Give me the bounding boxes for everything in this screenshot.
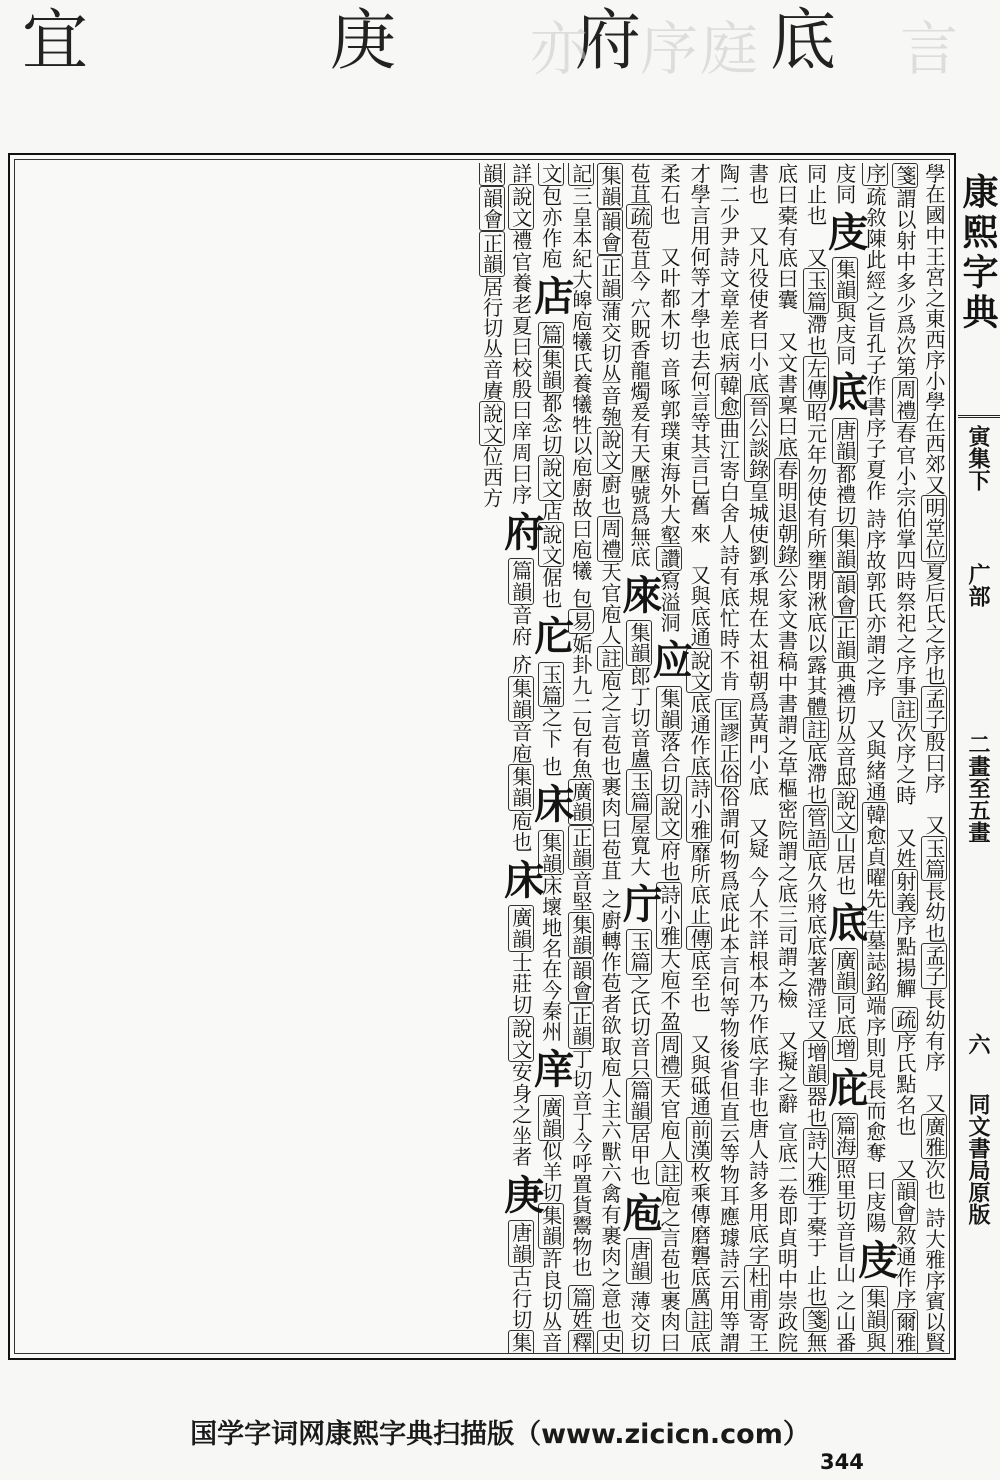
- entry-text: 來 又與底通: [687, 523, 712, 648]
- source-tag: 史記: [568, 163, 622, 1353]
- entry-text: 蒲交切丛音匏: [597, 301, 622, 428]
- entry-text: 底久將底底著滯淫: [803, 851, 828, 1019]
- entry-text: 典禮切丛音邸: [832, 662, 857, 788]
- seal-ghost-1: 亦: [530, 15, 589, 83]
- source-tag: 韻會: [568, 959, 593, 1002]
- entry-text: 天官庖人: [597, 561, 622, 646]
- source-tag: 篇韻: [508, 559, 533, 603]
- entry-text: 落合切: [657, 731, 682, 795]
- entry-text: 床壞地名在今秦州: [538, 875, 563, 1043]
- source-tag: 孟子: [922, 945, 946, 988]
- page-number: 344: [820, 1450, 864, 1474]
- entry-text: 位西方: [479, 446, 504, 509]
- seal-char-3: 府: [575, 2, 641, 79]
- entry-text: 俗謂何物爲底此本言何等物後省但直云等物耳應璩詩云用等謂才學言用何等才學也去何言等其言已舊: [687, 163, 741, 1353]
- headword: 庁: [616, 882, 664, 924]
- source-tag: 玉篇: [922, 837, 946, 880]
- leaf-number: 六: [965, 1033, 991, 1055]
- source-tag: 釋文: [538, 163, 593, 1353]
- source-tag: 詩大雅: [803, 1130, 828, 1193]
- entry-text: 底至也 又與砥通: [687, 950, 712, 1117]
- publisher-label: 同文書局原版: [965, 1093, 991, 1225]
- source-tag: 說文: [657, 796, 682, 839]
- entry-text: 靡所底止: [687, 842, 712, 926]
- radical-label: 广部: [965, 563, 991, 607]
- entry-text: 文章差底病: [716, 267, 741, 373]
- entry-text: 庎: [508, 654, 533, 676]
- entry-text: 底通作底: [687, 693, 712, 777]
- entry-text: 詩序故郭氏亦謂之序 又與緒通: [862, 508, 887, 803]
- source-tag: 韓愈: [716, 374, 741, 417]
- entry-text: 庖之言苞也裹肉曰苞苴: [627, 163, 682, 1353]
- entry-text: 昭元年勿使有所壅閉湫底以露其體: [803, 402, 828, 717]
- entry-text: 苞苴今: [627, 229, 652, 292]
- source-tag: 前漢: [687, 1118, 712, 1161]
- source-tag: 增韻: [803, 1042, 828, 1084]
- margin-column: [958, 153, 998, 1360]
- source-tag: 唐韻: [508, 1222, 533, 1265]
- entry-text: 東海外大壑: [657, 441, 682, 546]
- source-tag: 左傳: [803, 358, 828, 400]
- entry-text: 之廚轉作苞者欲取庖人主六獸六禽有裹肉之意也: [597, 888, 622, 1331]
- entry-text: 有底忙時不肯: [716, 565, 741, 692]
- entry-text: 夏后氏之序也: [922, 561, 946, 687]
- entry-text: 器也: [803, 1086, 828, 1128]
- entry-text: 又: [803, 1019, 828, 1040]
- headword: 庋: [851, 1239, 899, 1280]
- source-tag: 管語: [803, 807, 828, 849]
- entry-text: 今呼: [568, 1132, 593, 1174]
- entry-text: 皇城使劉承規在太祖朝爲黃門小底 又疑: [745, 481, 770, 860]
- entry-text: 三皇本紀大皞庖犧氏養犧牲以庖廚故曰庖犧: [568, 185, 593, 581]
- seal-script-header: [0, 0, 1000, 150]
- entry-text: 滯也: [803, 314, 828, 356]
- entry-text: 寄王陶二少尹詩: [716, 163, 770, 1353]
- source-tag: 正韻: [597, 257, 622, 300]
- source-tag: 匡謬正俗: [716, 700, 741, 785]
- source-tag: 說文: [538, 457, 563, 499]
- entry-text: 長幼也: [922, 881, 946, 944]
- source-tag: 韻會: [832, 573, 857, 616]
- entry-text: 照里切音旨山: [832, 1158, 857, 1284]
- headword: 底: [821, 901, 869, 943]
- seal-char-2: 庚: [330, 2, 396, 79]
- entry-text: 序點揚觶: [892, 915, 917, 1000]
- headword: 府: [497, 511, 545, 552]
- entry-text: 丁切音丁: [568, 1048, 593, 1133]
- entry-text: 殷曰序 又: [922, 731, 946, 836]
- source-tag: 韻會: [892, 1181, 917, 1224]
- source-tag: 疏: [627, 206, 652, 228]
- source-tag: 註: [892, 698, 917, 720]
- seal-char-4: 底: [770, 2, 836, 79]
- source-tag: 讚: [657, 547, 682, 569]
- source-tag: 篇: [568, 1286, 593, 1308]
- source-tag: 廣韻: [832, 950, 857, 993]
- entry-text: 止也 又: [803, 184, 828, 268]
- entry-text: 許良切丛音詳: [508, 163, 563, 1353]
- entry-text: 古行切: [508, 1266, 533, 1331]
- source-tag: 說文: [597, 429, 622, 472]
- entry-text: 禮官養老夏曰校殷曰庠周曰序: [508, 230, 533, 506]
- source-tag: 唐韻: [832, 419, 857, 462]
- entry-text: 長幼有序 又: [922, 989, 946, 1114]
- entry-text: 都禮切: [832, 463, 857, 526]
- source-tag: 集韻: [597, 165, 622, 208]
- entry-text: 姓: [568, 1309, 593, 1331]
- source-tag: 集韻: [832, 259, 857, 301]
- source-tag: 玉篇: [627, 771, 652, 813]
- headword: 庖: [616, 1191, 664, 1233]
- source-tag: 玉篇: [627, 931, 652, 973]
- source-tag: 說文: [508, 1017, 533, 1060]
- source-tag: 集韻: [657, 687, 682, 730]
- entry-text: 庖之言苞也裹肉曰苞苴: [597, 670, 622, 882]
- source-tag: 廣韻: [538, 1096, 563, 1139]
- entry-text: 音庖: [508, 721, 533, 765]
- entry-text: 安身之坐者: [508, 1061, 533, 1168]
- source-tag: 正韻: [832, 619, 857, 661]
- source-tag: 春明退朝錄: [774, 459, 799, 566]
- source-tag: 說文: [687, 649, 712, 692]
- entry-text: 姤卦九二包有魚: [568, 633, 593, 780]
- entry-text: 寫溢洞: [657, 570, 682, 634]
- source-tag: 集韻: [627, 622, 652, 664]
- entry-text: 曲江寄白舍人詩: [716, 418, 741, 566]
- entry-text: 包: [568, 588, 593, 609]
- source-tag: 射義: [892, 871, 917, 914]
- source-tag: 韻會: [479, 187, 504, 230]
- entry-text: 音府: [508, 604, 533, 648]
- source-tag: 易: [568, 610, 593, 632]
- entry-text: 次序之時 又姓: [892, 721, 917, 870]
- entry-text: 都念切: [538, 392, 563, 456]
- source-tag: 杜甫: [745, 1267, 770, 1310]
- entry-text: 居行切丛音賡: [479, 276, 504, 401]
- source-tag: 集韻: [508, 766, 533, 809]
- source-tag: 集韻: [508, 677, 533, 720]
- entry-text: 倨也: [538, 567, 563, 610]
- margin-divider: [958, 415, 1000, 418]
- source-tag: 集韻: [479, 163, 533, 1353]
- source-tag: 傳: [687, 927, 712, 949]
- entry-text: 音堅: [568, 870, 593, 913]
- entry-text: 于橐于: [803, 1195, 828, 1258]
- source-tag: 說文: [508, 186, 533, 229]
- source-tag: 註: [657, 1163, 682, 1185]
- source-tag: 集韻: [538, 831, 563, 874]
- source-tag: 周禮: [892, 379, 917, 422]
- source-tag: 玉篇: [538, 663, 563, 706]
- entry-text: 郎丁切音盧: [627, 665, 652, 770]
- headword: 庠: [527, 1048, 575, 1089]
- source-tag: 廣雅: [922, 1115, 946, 1158]
- source-tag: 說文: [538, 523, 563, 566]
- source-tag: 正韻: [479, 233, 504, 275]
- seal-ghost-4: 言: [900, 15, 959, 83]
- seal-ghost-2: 序: [640, 15, 699, 83]
- entry-text: 穴貺香龍燭爰有天壓號爲無底: [627, 298, 652, 568]
- entry-text: 店: [538, 500, 563, 522]
- entry-text: 音啄: [657, 357, 682, 400]
- entry-text: 詩大雅序賓以賢: [922, 1207, 946, 1353]
- headword: 床: [527, 783, 575, 824]
- entry-text: 廚也: [597, 473, 622, 516]
- entry-text: 與庋同: [832, 302, 857, 366]
- entry-text: 之山: [832, 1290, 857, 1333]
- headword: 店: [527, 275, 575, 316]
- entry-text: 疏敘陳此經之旨: [862, 186, 887, 333]
- entry-text: 今人不詳根本乃作底字非也唐人詩多用底字: [745, 866, 770, 1266]
- source-tag: 玉篇: [803, 270, 828, 312]
- source-tag: 集韻: [538, 1205, 563, 1247]
- scan-caption: 国学字词网康熙字典扫描版（www.zicicn.com）: [190, 1419, 810, 1450]
- source-tag: 篇韻: [627, 1080, 652, 1122]
- entry-text: 薄交切: [627, 1290, 652, 1353]
- entry-text: 公家文書稿中書謂之草樞密院謂之底三司謂之檢 又擬之辭: [774, 567, 799, 1115]
- headword: 床: [497, 858, 545, 900]
- entry-text: 庖也: [508, 810, 533, 853]
- entry-text: 無底曰橐有底曰囊 又文書稟曰底: [774, 163, 828, 1353]
- entry-text: 同底: [832, 994, 857, 1036]
- entry-text: 止也: [803, 1265, 828, 1308]
- entry-text: 天官庖人: [657, 1077, 682, 1162]
- source-tag: 集韻: [568, 914, 593, 956]
- headword: 庋: [821, 210, 869, 252]
- source-tag: 韻會: [597, 211, 622, 254]
- entry-text: 宣底二卷即貞明中崇政院書也 又凡役使者曰小底: [745, 163, 799, 1353]
- entry-text: 學在國中王宮之東西序小學在西郊又: [922, 163, 946, 496]
- dictionary-page-frame: [8, 153, 956, 1360]
- source-tag: 詩小雅: [657, 883, 682, 947]
- source-tag: 註: [687, 1309, 712, 1331]
- entry-text: 與庋同: [832, 163, 887, 1353]
- source-tag: 韓愈貞曜先生墓誌銘: [862, 804, 887, 994]
- entry-text: 之氏切音只: [627, 974, 652, 1079]
- source-tag: 廣韻: [508, 907, 533, 951]
- dictionary-entries: [18, 163, 948, 1353]
- source-tag: 增: [832, 1037, 857, 1059]
- entry-text: 大庖不盈: [657, 948, 682, 1033]
- source-tag: 晉公談錄: [745, 395, 770, 480]
- entry-text: 府也: [657, 840, 682, 882]
- headword: 庚: [497, 1173, 545, 1215]
- entry-text: 底滯也: [803, 742, 828, 805]
- source-tag: 註: [803, 719, 828, 740]
- entry-text: 之下: [538, 707, 563, 750]
- source-tag: 疏: [892, 1008, 917, 1030]
- source-tag: 篇海: [832, 1115, 857, 1157]
- source-tag: 正韻: [568, 826, 593, 869]
- entry-text: 敘通作序: [892, 1225, 917, 1310]
- source-tag: 廣韻: [568, 781, 593, 823]
- entry-text: 番同: [803, 163, 857, 1353]
- entry-text: 也: [538, 756, 563, 778]
- source-tag: 箋: [803, 1309, 828, 1331]
- source-tag: 集韻: [832, 528, 857, 570]
- source-tag: 周禮: [597, 517, 622, 560]
- entry-text: 居甲也: [627, 1123, 652, 1186]
- headword: 庲: [616, 573, 664, 615]
- entry-text: 似羊切: [538, 1140, 563, 1204]
- entry-text: 曰庋陽: [862, 1170, 887, 1234]
- source-tag: 正韻: [568, 1005, 593, 1047]
- source-tag: 爾雅序: [862, 163, 917, 1353]
- stroke-range-label: 二畫至五畫: [965, 733, 991, 843]
- source-tag: 周禮: [657, 1034, 682, 1076]
- entry-text: 包亦作庖: [538, 185, 563, 270]
- entry-text: 士莊切: [508, 952, 533, 1016]
- source-tag: 明堂位: [922, 497, 946, 560]
- headword: 庀: [527, 615, 575, 656]
- entry-text: 序氏點名也 又: [892, 1031, 917, 1180]
- source-tag: 註: [597, 647, 622, 669]
- headword: 应: [646, 639, 694, 680]
- entry-text: 底柔石也 又叶都木切: [657, 163, 712, 1353]
- entry-text: 次也: [922, 1159, 946, 1201]
- source-tag: 詩小雅: [687, 778, 712, 841]
- headword: 庇: [821, 1066, 869, 1107]
- source-tag: 篇: [538, 323, 563, 345]
- collection-label: 寅集下: [965, 425, 991, 491]
- entry-text: 置貨鬻物也: [568, 1173, 593, 1278]
- source-tag: 箋: [892, 165, 917, 187]
- source-tag: 集韻: [538, 348, 563, 391]
- seal-char-1: 宜: [22, 2, 88, 79]
- entry-text: 謂以射中多少爲次第: [892, 188, 917, 378]
- source-tag: 說文: [832, 789, 857, 832]
- entry-text: 枚乘傳磨礱底厲: [687, 1162, 712, 1308]
- entry-text: 孔子作書序子夏作: [862, 333, 887, 501]
- entry-text: 屋寬大: [627, 814, 652, 877]
- source-tag: 說文: [479, 402, 504, 445]
- source-tag: 集韻: [862, 1287, 887, 1331]
- entry-text: 郭璞: [657, 399, 682, 442]
- source-tag: 孟子: [922, 688, 946, 730]
- entry-text: 春官小宗伯掌四時祭祀之序事: [892, 423, 917, 697]
- seal-ghost-3: 庭: [700, 15, 759, 83]
- book-title: 康熙字典: [957, 173, 999, 333]
- entry-text: 端序則見長而愈奪: [862, 995, 887, 1164]
- entry-text: 山居也: [832, 833, 857, 896]
- headword: 底: [821, 371, 869, 412]
- source-tag: 唐韻: [627, 1240, 652, 1282]
